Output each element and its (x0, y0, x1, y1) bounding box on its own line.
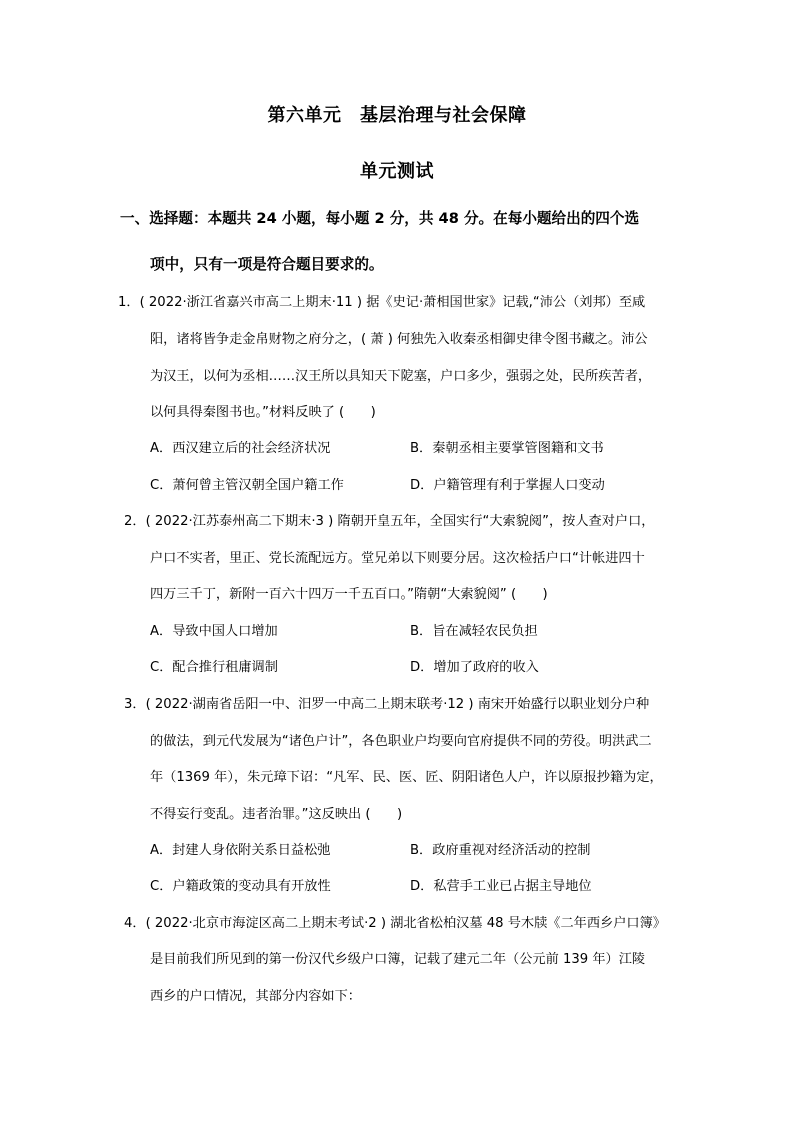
question-3-line-4: 不得妄行变乱。违者治罪。”这反映出 ( ) (150, 807, 403, 822)
question-2-option-a[interactable]: A．导致中国人口增加 (150, 624, 278, 639)
section-heading-line-2: 项中，只有一项是符合题目要求的。 (150, 256, 384, 273)
question-3-line-1: 3．( 2022·湖南省岳阳一中、汨罗一中高二上期末联考·12 ) 南宋开始盛行以职业划分户种 (124, 697, 650, 712)
question-2-option-c[interactable]: C．配合推行租庸调制 (150, 660, 278, 675)
unit-title: 第六单元 基层治理与社会保障 (267, 105, 527, 126)
question-1-option-b[interactable]: B．秦朝丞相主要掌管图籍和文书 (410, 441, 604, 456)
question-3-option-d[interactable]: D．私营手工业已占据主导地位 (410, 879, 592, 894)
question-2-option-d[interactable]: D．增加了政府的收入 (410, 660, 539, 675)
question-1-option-d[interactable]: D．户籍管理有利于掌握人口变动 (410, 478, 605, 493)
question-4-line-3: 西乡的户口情况，其部分内容如下： (150, 989, 361, 1004)
question-3-line-2: 的做法，到元代发展为“诸色户计”，各色职业户均要向官府提供不同的劳役。明洪武二 (150, 734, 652, 749)
question-1-option-a[interactable]: A．西汉建立后的社会经济状况 (150, 441, 331, 456)
question-4-line-2: 是目前我们所见到的第一份汉代乡级户口簿，记载了建元二年（公元前 139 年）江陵 (150, 952, 646, 967)
question-1-line-2: 阳，诸将皆争走金帛财物之府分之，( 萧 ) 何独先入收秦丞相御史律令图书藏之。沛公 (150, 332, 648, 347)
question-1-option-c[interactable]: C．萧何曾主管汉朝全国户籍工作 (150, 478, 344, 493)
test-subtitle: 单元测试 (360, 161, 434, 182)
question-1-line-3: 为汉王，以何为丞相……汉王所以具知天下阸塞，户口多少，强弱之处，民所疾苦者， (150, 369, 652, 384)
question-3-option-b[interactable]: B．政府重视对经济活动的控制 (410, 843, 591, 858)
question-4-line-1: 4．( 2022·北京市海淀区高二上期末考试·2 ) 湖北省松柏汉墓 48 号木牍《二年西乡户口簿》 (124, 916, 666, 931)
question-3-line-3: 年（1369 年），朱元璋下诏：“凡军、民、医、匠、阴阳诸色人户，许以原报抄籍为定， (150, 770, 663, 785)
question-2-line-3: 四万三千丁，新附一百六十四万一千五百口。”隋朝“大索貌阅” ( ) (150, 587, 548, 602)
question-3-option-c[interactable]: C．户籍政策的变动具有开放性 (150, 879, 331, 894)
section-heading-line-1: 一、选择题：本题共 24 小题，每小题 2 分，共 48 分。在每小题给出的四个选 (120, 210, 640, 227)
question-2-line-1: 2．( 2022·江苏泰州高二下期末·3 ) 隋朝开皇五年，全国实行“大索貌阅”，按人查对户口， (124, 514, 655, 529)
question-2-option-b[interactable]: B．旨在减轻农民负担 (410, 624, 538, 639)
question-3-option-a[interactable]: A．封建人身依附关系日益松弛 (150, 843, 331, 858)
question-1-line-1: 1．( 2022·浙江省嘉兴市高二上期末·11 ) 据《史记·萧相国世家》记载,“沛公（刘邦）至咸 (118, 295, 646, 310)
question-1-line-4: 以何具得秦图书也。”材料反映了 ( ) (150, 405, 376, 420)
question-2-line-2: 户口不实者，里正、党长流配远方。堂兄弟以下则要分居。这次检括户口“计帐进四十 (150, 551, 645, 566)
